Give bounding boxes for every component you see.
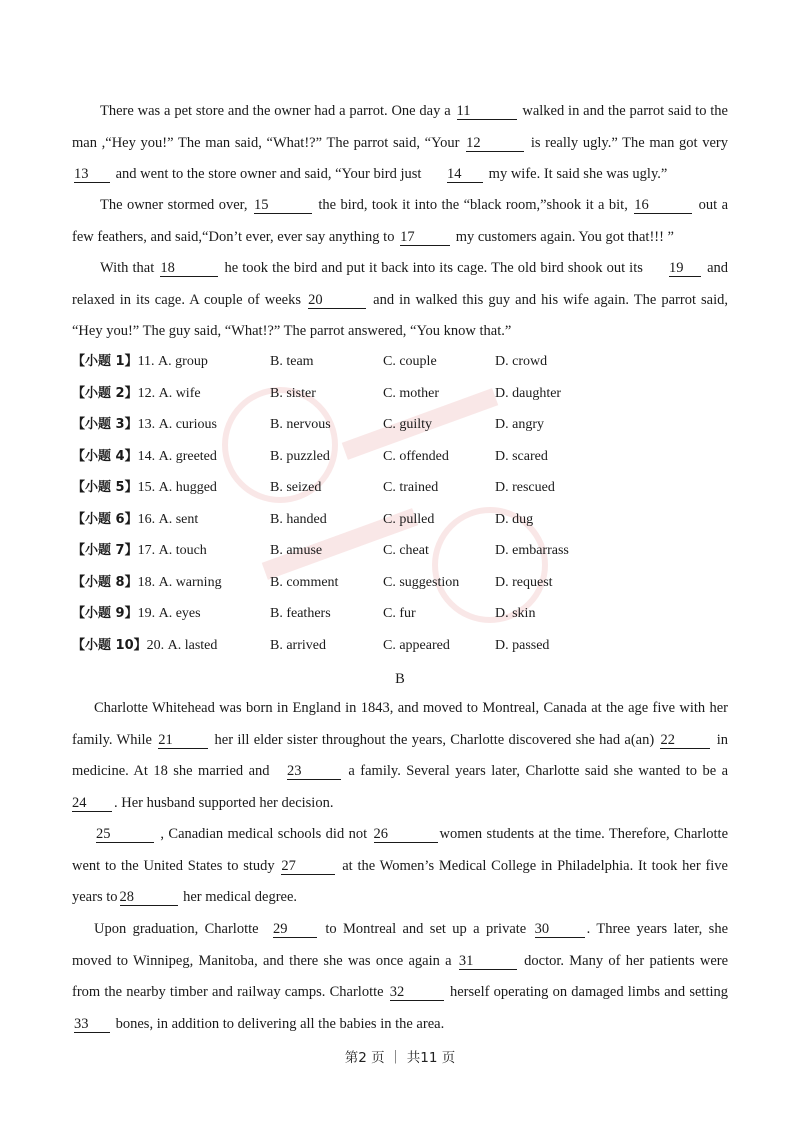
- option-d: D. skin: [495, 606, 536, 621]
- blank-13: 13: [74, 167, 110, 183]
- option-b: B. nervous: [270, 417, 331, 432]
- passage-a-paragraph-3: [72, 253, 728, 348]
- option-c: C. suggestion: [383, 574, 460, 590]
- question-tag: [72, 602, 201, 626]
- blank-12: 12: [466, 136, 524, 152]
- passage-b-paragraph-3: [72, 914, 728, 1040]
- text-segment: bones, in addition to delivering all the babies in the area.: [115, 1015, 445, 1032]
- blank-28: 28: [120, 890, 178, 906]
- text-segment: The owner stormed over,: [100, 197, 248, 213]
- question-tag: [72, 539, 207, 563]
- text-segment: her medical degree.: [183, 889, 298, 905]
- text-segment: . Her husband supported her decision.: [114, 794, 334, 811]
- blank-15: 15: [254, 198, 312, 214]
- option-a: 11. A. group: [137, 354, 208, 369]
- question-tag: [72, 413, 217, 437]
- question-row: [72, 571, 728, 603]
- option-d: D. scared: [495, 448, 548, 464]
- option-d: D. passed: [495, 637, 550, 653]
- text-segment: the bird, took it into the “black room,”shook it a bit,: [318, 197, 628, 213]
- option-d: D. request: [495, 574, 553, 590]
- question-tag: [72, 634, 217, 658]
- text-segment: my customers again. You got that!!! ”: [455, 228, 674, 245]
- blank-19: 19: [669, 261, 701, 277]
- option-b: B. handed: [270, 511, 327, 527]
- option-b: B. sister: [270, 385, 316, 401]
- option-a: 15. A. hugged: [137, 480, 217, 495]
- option-c: C. fur: [383, 606, 416, 621]
- question-number-label: 【小题 9】: [72, 606, 138, 621]
- text-segment: out a few feathers, and said,“Don’t ever, ever say anything to: [72, 197, 729, 245]
- question-tag: [72, 508, 198, 532]
- question-number-label: 【小题 10】: [72, 637, 147, 653]
- text-segment: at the Women’s Medical College in Philadelphia. It took her five years to: [72, 857, 728, 905]
- blank-31: 31: [459, 954, 517, 970]
- question-options: [72, 350, 728, 665]
- text-segment: in medicine. At 18 she married and: [72, 731, 729, 779]
- option-d: D. rescued: [495, 480, 555, 495]
- question-row: [72, 634, 728, 666]
- option-b: B. puzzled: [270, 448, 330, 464]
- question-number-label: 【小题 8】: [72, 574, 138, 590]
- option-a: 20. A. lasted: [146, 637, 218, 653]
- question-number-label: 【小题 7】: [72, 543, 138, 558]
- option-d: D. embarrass: [495, 543, 569, 558]
- question-number-label: 【小题 2】: [72, 385, 138, 401]
- option-a: 16. A. sent: [137, 511, 199, 527]
- blank-25: 25: [96, 827, 154, 843]
- page-footer: 第2 页 ｜ 共11 页: [344, 1050, 456, 1066]
- blank-26: 26: [374, 827, 438, 843]
- option-b: B. team: [270, 354, 314, 369]
- blank-14: 14: [447, 167, 483, 183]
- text-segment: my wife. It said she was ugly.”: [488, 166, 668, 182]
- option-c: C. pulled: [383, 511, 435, 527]
- text-segment: her ill elder sister throughout the years, Charlotte discovered she had a(an): [214, 731, 655, 748]
- text-segment: herself operating on damaged limbs and setting: [450, 984, 729, 1000]
- text-segment: and in walked this guy and his wife again. The parrot said, “Hey you!” The guy said, “What!?” The parrot answered, “You know that.”: [72, 291, 729, 339]
- question-row: [72, 508, 728, 540]
- passage-b-paragraph-2: [72, 819, 728, 914]
- passage-b-paragraph-1: [72, 693, 728, 819]
- question-number-label: 【小题 3】: [72, 417, 138, 432]
- text-segment: and relaxed in its cage. A couple of weeks: [72, 260, 729, 308]
- option-a: 18. A. warning: [137, 574, 222, 590]
- option-b: B. arrived: [270, 637, 326, 653]
- option-c: C. cheat: [383, 543, 429, 558]
- text-segment: a family. Several years later, Charlotte said she wanted to be a: [348, 763, 729, 779]
- blank-29: 29: [273, 922, 317, 938]
- option-a: 12. A. wife: [137, 385, 201, 401]
- option-c: C. appeared: [383, 637, 450, 653]
- question-tag: [72, 571, 222, 595]
- question-tag: [72, 476, 217, 500]
- question-tag: [72, 350, 208, 374]
- option-c: C. guilty: [383, 417, 433, 432]
- option-b: B. amuse: [270, 543, 323, 558]
- text-segment: There was a pet store and the owner had a parrot. One day a: [100, 103, 451, 119]
- question-number-label: 【小题 4】: [72, 448, 138, 464]
- question-tag: [72, 445, 217, 469]
- text-segment: is really ugly.” The man got very: [530, 134, 729, 151]
- question-number-label: 【小题 6】: [72, 511, 138, 527]
- option-b: B. comment: [270, 574, 339, 590]
- text-segment: women students at the time. Therefore, Charlotte went to the United States to study: [72, 826, 729, 874]
- text-segment: Upon graduation, Charlotte: [94, 921, 259, 937]
- question-tag: [72, 382, 201, 406]
- option-a: 13. A. curious: [137, 417, 217, 432]
- blank-22: 22: [660, 733, 710, 749]
- option-c: C. mother: [383, 385, 439, 401]
- blank-11: 11: [457, 104, 517, 120]
- blank-33: 33: [74, 1017, 110, 1033]
- option-c: C. trained: [383, 480, 439, 495]
- text-segment: to Montreal and set up a private: [325, 921, 527, 937]
- passage-a-paragraph-2: [72, 190, 728, 253]
- option-c: C. couple: [383, 354, 437, 369]
- question-number-label: 【小题 5】: [72, 480, 138, 495]
- option-d: D. dug: [495, 511, 534, 527]
- question-row: [72, 476, 728, 508]
- blank-32: 32: [390, 985, 444, 1001]
- option-a: 19. A. eyes: [137, 606, 201, 621]
- blank-17: 17: [400, 230, 450, 246]
- question-row: [72, 382, 728, 414]
- text-segment: doctor. Many of her patients were from the nearby timber and railway camps. Charlotte: [72, 952, 729, 1000]
- text-segment: . Three years later, she moved to Winnipeg, Manitoba, and there she was once again a: [72, 921, 728, 969]
- text-segment: With that: [100, 260, 155, 276]
- blank-30: 30: [535, 922, 585, 938]
- option-a: 17. A. touch: [137, 543, 207, 558]
- question-row: [72, 539, 728, 571]
- option-b: B. seized: [270, 480, 322, 495]
- blank-18: 18: [160, 261, 218, 277]
- text-segment: Charlotte Whitehead was born in England in 1843, and moved to Montreal, Canada at the age five with her family. While: [72, 700, 728, 748]
- blank-20: 20: [308, 293, 366, 309]
- blank-24: 24: [72, 796, 112, 812]
- option-d: D. angry: [495, 417, 544, 432]
- blank-21: 21: [158, 733, 208, 749]
- blank-23: 23: [287, 764, 341, 780]
- option-d: D. crowd: [495, 354, 548, 369]
- text-segment: and went to the store owner and said, “Your bird just: [115, 166, 422, 182]
- option-b: B. feathers: [270, 606, 331, 621]
- question-row: [72, 445, 728, 477]
- blank-16: 16: [634, 198, 692, 214]
- text-segment: he took the bird and put it back into its cage. The old bird shook out its: [224, 260, 643, 276]
- blank-27: 27: [281, 859, 335, 875]
- question-row: [72, 350, 728, 382]
- section-b-heading: B: [395, 671, 405, 687]
- text-segment: , Canadian medical schools did not: [160, 826, 368, 842]
- option-a: 14. A. greeted: [137, 448, 217, 464]
- question-row: [72, 413, 728, 445]
- question-row: [72, 602, 728, 634]
- question-number-label: 【小题 1】: [72, 354, 138, 369]
- option-c: C. offended: [383, 448, 449, 464]
- passage-a-paragraph-1: [72, 96, 728, 191]
- option-d: D. daughter: [495, 385, 562, 401]
- text-segment: walked in and the parrot said to the man ,“Hey you!” The man said, “What!?” The parrot said, “Your: [72, 103, 728, 151]
